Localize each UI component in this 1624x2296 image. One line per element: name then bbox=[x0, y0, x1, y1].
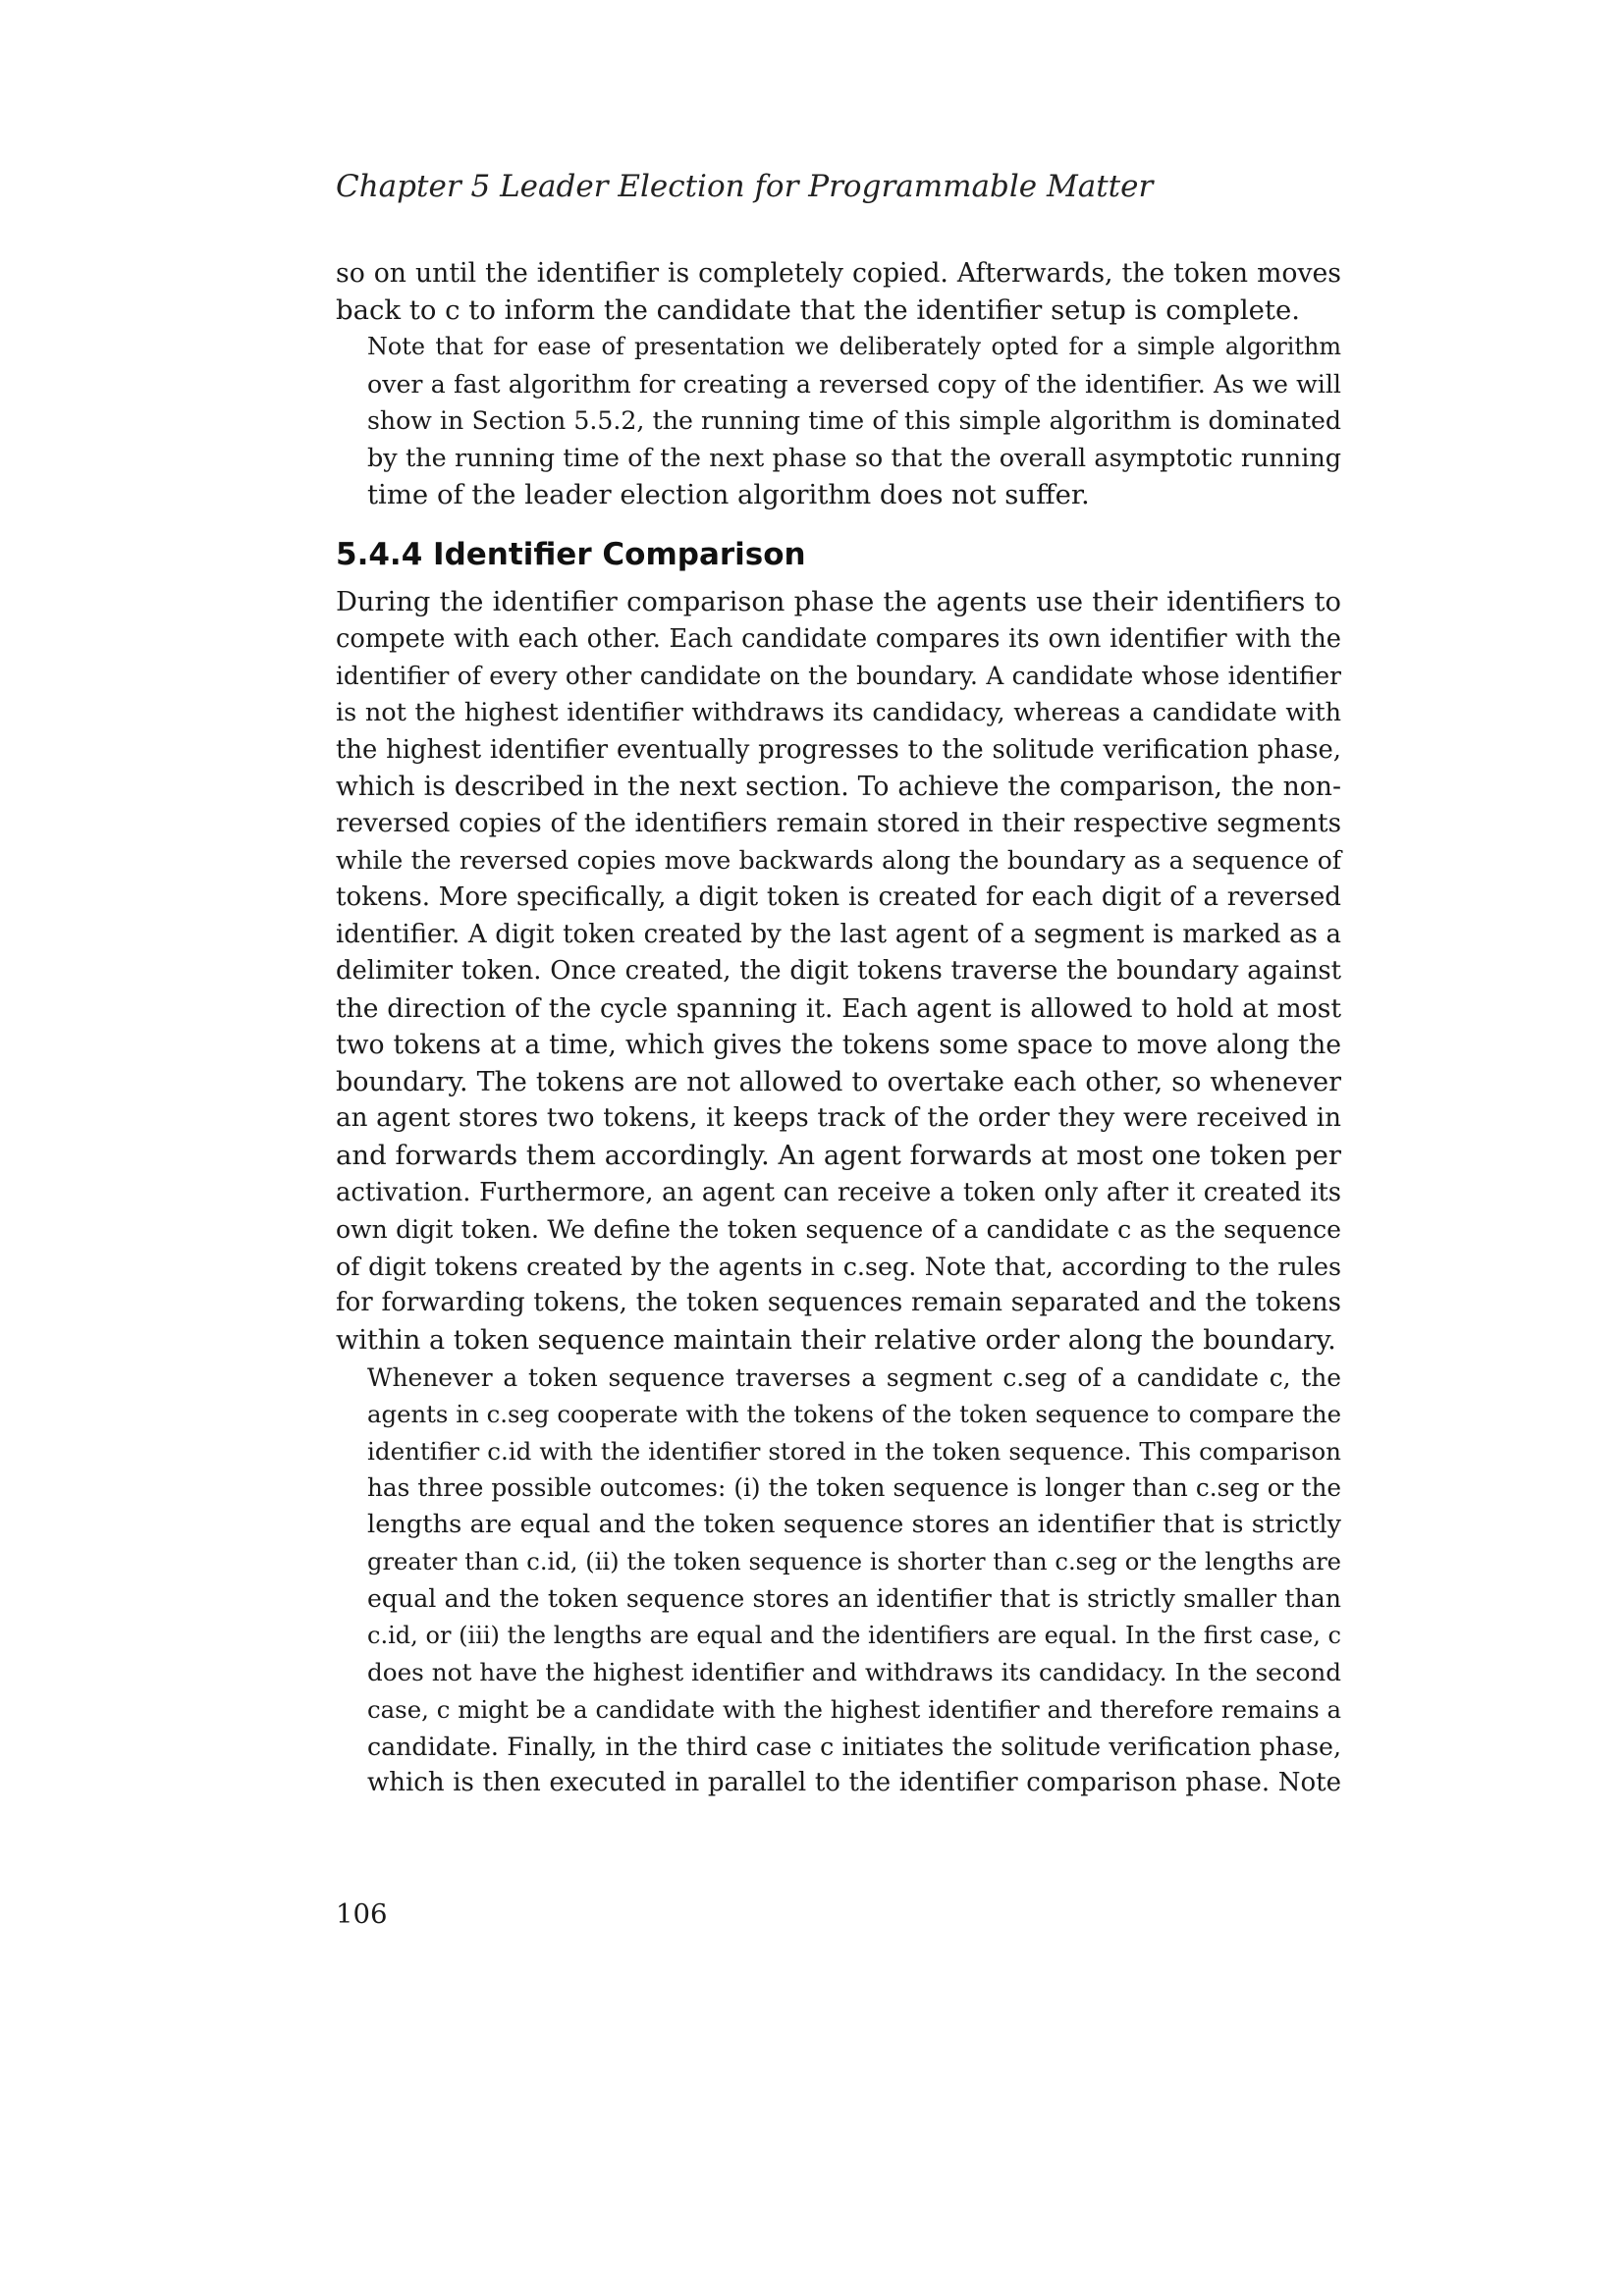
text-line: the highest identifier eventually progresses to the solitude verification phase, bbox=[336, 734, 1341, 765]
text-line: tokens. More specifically, a digit token is created for each digit of a reversed bbox=[336, 881, 1341, 912]
page-body bbox=[336, 255, 1341, 1802]
text-line: agents in c.seg cooperate with the tokens of the token sequence to compare the bbox=[367, 1400, 1341, 1429]
text-line: reversed copies of the identifiers remain stored in their respective segments bbox=[336, 808, 1341, 838]
text-line: delimiter token. Once created, the digit tokens traverse the boundary against bbox=[336, 956, 1341, 987]
text-line: while the reversed copies move backwards along the boundary as a sequence of bbox=[336, 846, 1341, 876]
text-line: which is described in the next section. To achieve the comparison, the non- bbox=[336, 772, 1341, 803]
paragraph-comparison-intro bbox=[336, 584, 1341, 1359]
page-number: 106 bbox=[336, 1898, 388, 1930]
text-line: c.id, or (iii) the lengths are equal and the identifiers are equal. In the first case, c bbox=[367, 1621, 1341, 1649]
text-line: back to c to inform the candidate that the identifier setup is complete. bbox=[336, 294, 1300, 326]
paragraph-continuation bbox=[336, 255, 1341, 329]
text-line: identifier. A digit token created by the last agent of a segment is marked as a bbox=[336, 919, 1341, 949]
text-line: candidate. Finally, in the third case c initiates the solitude verification phase, bbox=[367, 1732, 1341, 1761]
text-line: identifier of every other candidate on the boundary. A candidate whose identifier bbox=[336, 662, 1341, 691]
text-line: the direction of the cycle spanning it. Each agent is allowed to hold at most bbox=[336, 992, 1341, 1024]
text-line: within a token sequence maintain their relative order along the boundary. bbox=[336, 1325, 1336, 1357]
text-line: equal and the token sequence stores an identifier that is strictly smaller than bbox=[367, 1584, 1341, 1614]
text-line: own digit token. We define the token sequence of a candidate c as the sequence bbox=[336, 1215, 1341, 1245]
text-line: is not the highest identifier withdraws its candidacy, whereas a candidate with bbox=[336, 697, 1341, 727]
text-line: compete with each other. Each candidate compares its own identifier with the bbox=[336, 623, 1341, 654]
text-line: Note that for ease of presentation we deliberately opted for a simple algorithm bbox=[367, 333, 1341, 361]
text-line: an agent stores two tokens, it keeps track of the order they were received in bbox=[336, 1103, 1341, 1134]
text-line: does not have the highest identifier and withdraws its candidacy. In the second bbox=[367, 1658, 1341, 1687]
text-line: show in Section 5.5.2, the running time of this simple algorithm is dominated bbox=[367, 406, 1341, 436]
section-heading: 5.4.4 Identifier Comparison bbox=[336, 537, 806, 573]
text-line: has three possible outcomes: (i) the token sequence is longer than c.seg or the bbox=[367, 1473, 1341, 1503]
text-line: activation. Furthermore, an agent can receive a token only after it created its bbox=[336, 1177, 1341, 1207]
text-line: lengths are equal and the token sequence stores an identifier that is strictly bbox=[367, 1510, 1341, 1539]
text-line: of digit tokens created by the agents in c.seg. Note that, according to the rules bbox=[336, 1251, 1341, 1281]
text-line: for forwarding tokens, the token sequences remain separated and the tokens bbox=[336, 1288, 1341, 1318]
text-line: two tokens at a time, which gives the tokens some space to move along the bbox=[336, 1030, 1341, 1061]
text-line: identifier c.id with the identifier stored in the token sequence. This comparison bbox=[367, 1436, 1341, 1466]
text-line: over a fast algorithm for creating a reversed copy of the identifier. As we will bbox=[367, 369, 1341, 399]
text-line: so on until the identifier is completely copied. Afterwards, the token moves bbox=[336, 258, 1341, 289]
text-line: Whenever a token sequence traverses a segment c.seg of a candidate c, the bbox=[367, 1362, 1341, 1392]
text-line: greater than c.id, (ii) the token sequence is shorter than c.seg or the lengths are bbox=[367, 1547, 1341, 1575]
text-line: boundary. The tokens are not allowed to overtake each other, so whenever bbox=[336, 1066, 1341, 1097]
paragraph-comparison-outcomes bbox=[336, 1360, 1341, 1802]
running-header: Chapter 5 Leader Election for Programmable Matter bbox=[336, 169, 1154, 204]
text-line: During the identifier comparison phase the agents use their identifiers to bbox=[336, 587, 1341, 618]
text-line: by the running time of the next phase so that the overall asymptotic running bbox=[367, 442, 1341, 472]
text-line: which is then executed in parallel to the identifier comparison phase. Note bbox=[367, 1768, 1341, 1798]
text-line: case, c might be a candidate with the highest identifier and therefore remains a bbox=[367, 1694, 1341, 1724]
text-line: and forwards them accordingly. An agent forwards at most one token per bbox=[336, 1140, 1342, 1172]
paragraph-note bbox=[336, 329, 1341, 513]
text-line: time of the leader election algorithm does not suffer. bbox=[367, 478, 1090, 510]
